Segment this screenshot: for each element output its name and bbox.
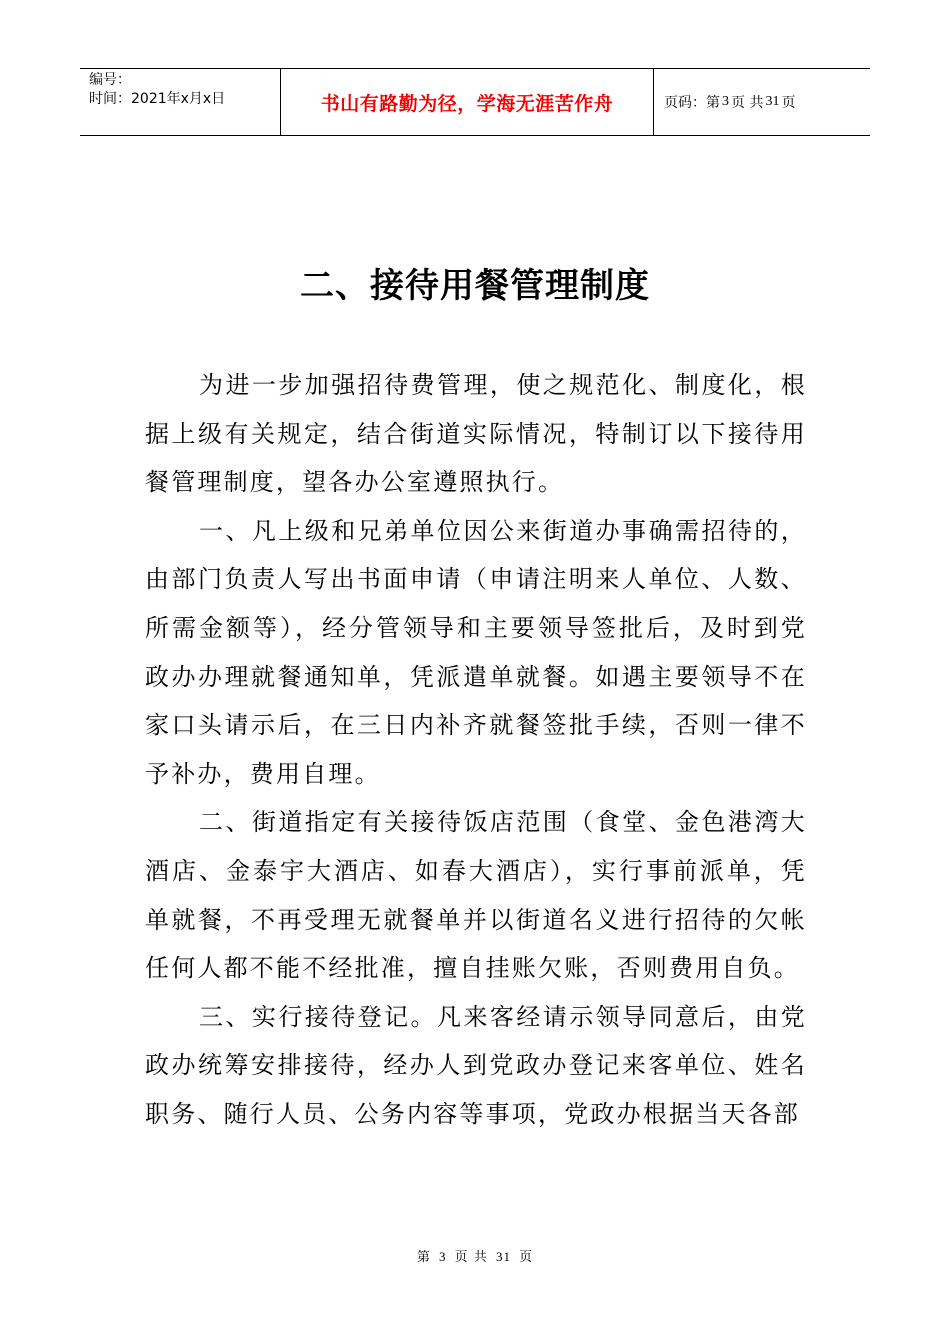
document-date: 时间：2021年x月x日 bbox=[89, 91, 226, 107]
paragraph-line: 政办办理就餐通知单，凭派遣单就餐。如遇主要领导不在 bbox=[145, 662, 807, 691]
paragraph-line: 所需金额等），经分管领导和主要领导签批后，及时到党 bbox=[145, 613, 807, 642]
document-body bbox=[145, 361, 807, 1139]
header-page-suffix: 页 bbox=[781, 95, 796, 111]
paragraph-line: 单就餐，不再受理无就餐单并以街道名义进行招待的欠帐 bbox=[145, 905, 807, 934]
paragraph-line: 任何人都不能不经批准，擅自挂账欠账，否则费用自负。 bbox=[145, 954, 800, 983]
header-page-cell bbox=[654, 69, 870, 135]
paragraph-line: 由部门负责人写出书面申请（申请注明来人单位、人数、 bbox=[145, 565, 807, 594]
footer-page-prefix: 第 bbox=[416, 1250, 431, 1265]
paragraph-line: 政办统筹安排接待，经办人到党政办登记来客单位、姓名 bbox=[145, 1051, 807, 1080]
document-number-label: 编号： bbox=[89, 72, 131, 88]
footer-page-total: 31 bbox=[495, 1249, 511, 1264]
body-paragraph bbox=[145, 993, 807, 1139]
header-page-mid: 页 共 bbox=[731, 95, 764, 111]
body-paragraph bbox=[145, 507, 807, 799]
paragraph-line: 家口头请示后，在三日内补齐就餐签批手续，否则一律不 bbox=[145, 711, 807, 740]
paragraph-line: 酒店、金泰宇大酒店、如春大酒店），实行事前派单，凭 bbox=[145, 856, 807, 885]
header-meta-cell bbox=[80, 69, 281, 135]
footer-page-suffix: 页 bbox=[519, 1250, 534, 1265]
header-motto-cell bbox=[281, 69, 654, 135]
paragraph-line: 据上级有关规定，结合街道实际情况，特制订以下接待用 bbox=[145, 419, 807, 448]
paragraph-line: 予补办，费用自理。 bbox=[145, 759, 381, 788]
paragraph-line: 一、凡上级和兄弟单位因公来街道办事确需招待的， bbox=[199, 516, 807, 545]
paragraph-line: 二、街道指定有关接待饭店范围（食堂、金色港湾大 bbox=[199, 808, 807, 837]
paragraph-line: 职务、随行人员、公务内容等事项，党政办根据当天各部 bbox=[145, 1099, 800, 1128]
paragraph-line: 三、实行接待登记。凡来客经请示领导同意后，由党 bbox=[199, 1002, 807, 1031]
paragraph-line: 为进一步加强招待费管理，使之规范化、制度化，根 bbox=[199, 371, 807, 399]
paragraph-line: 餐管理制度，望各办公室遵照执行。 bbox=[145, 468, 565, 497]
header-page-prefix: 页码：第 bbox=[664, 95, 720, 111]
header-page-total: 31 bbox=[765, 94, 780, 109]
header-page-current: 3 bbox=[722, 94, 729, 109]
document-title: 二、接待用餐管理制度 bbox=[300, 266, 650, 306]
body-paragraph bbox=[145, 361, 807, 507]
footer-page-mid: 页 共 bbox=[454, 1250, 488, 1265]
header-motto: 书山有路勤为径，学海无涯苦作舟 bbox=[320, 92, 614, 115]
page-footer bbox=[0, 1246, 950, 1265]
body-paragraph bbox=[145, 798, 807, 992]
header-table bbox=[80, 68, 870, 136]
footer-page-current: 3 bbox=[439, 1249, 447, 1264]
